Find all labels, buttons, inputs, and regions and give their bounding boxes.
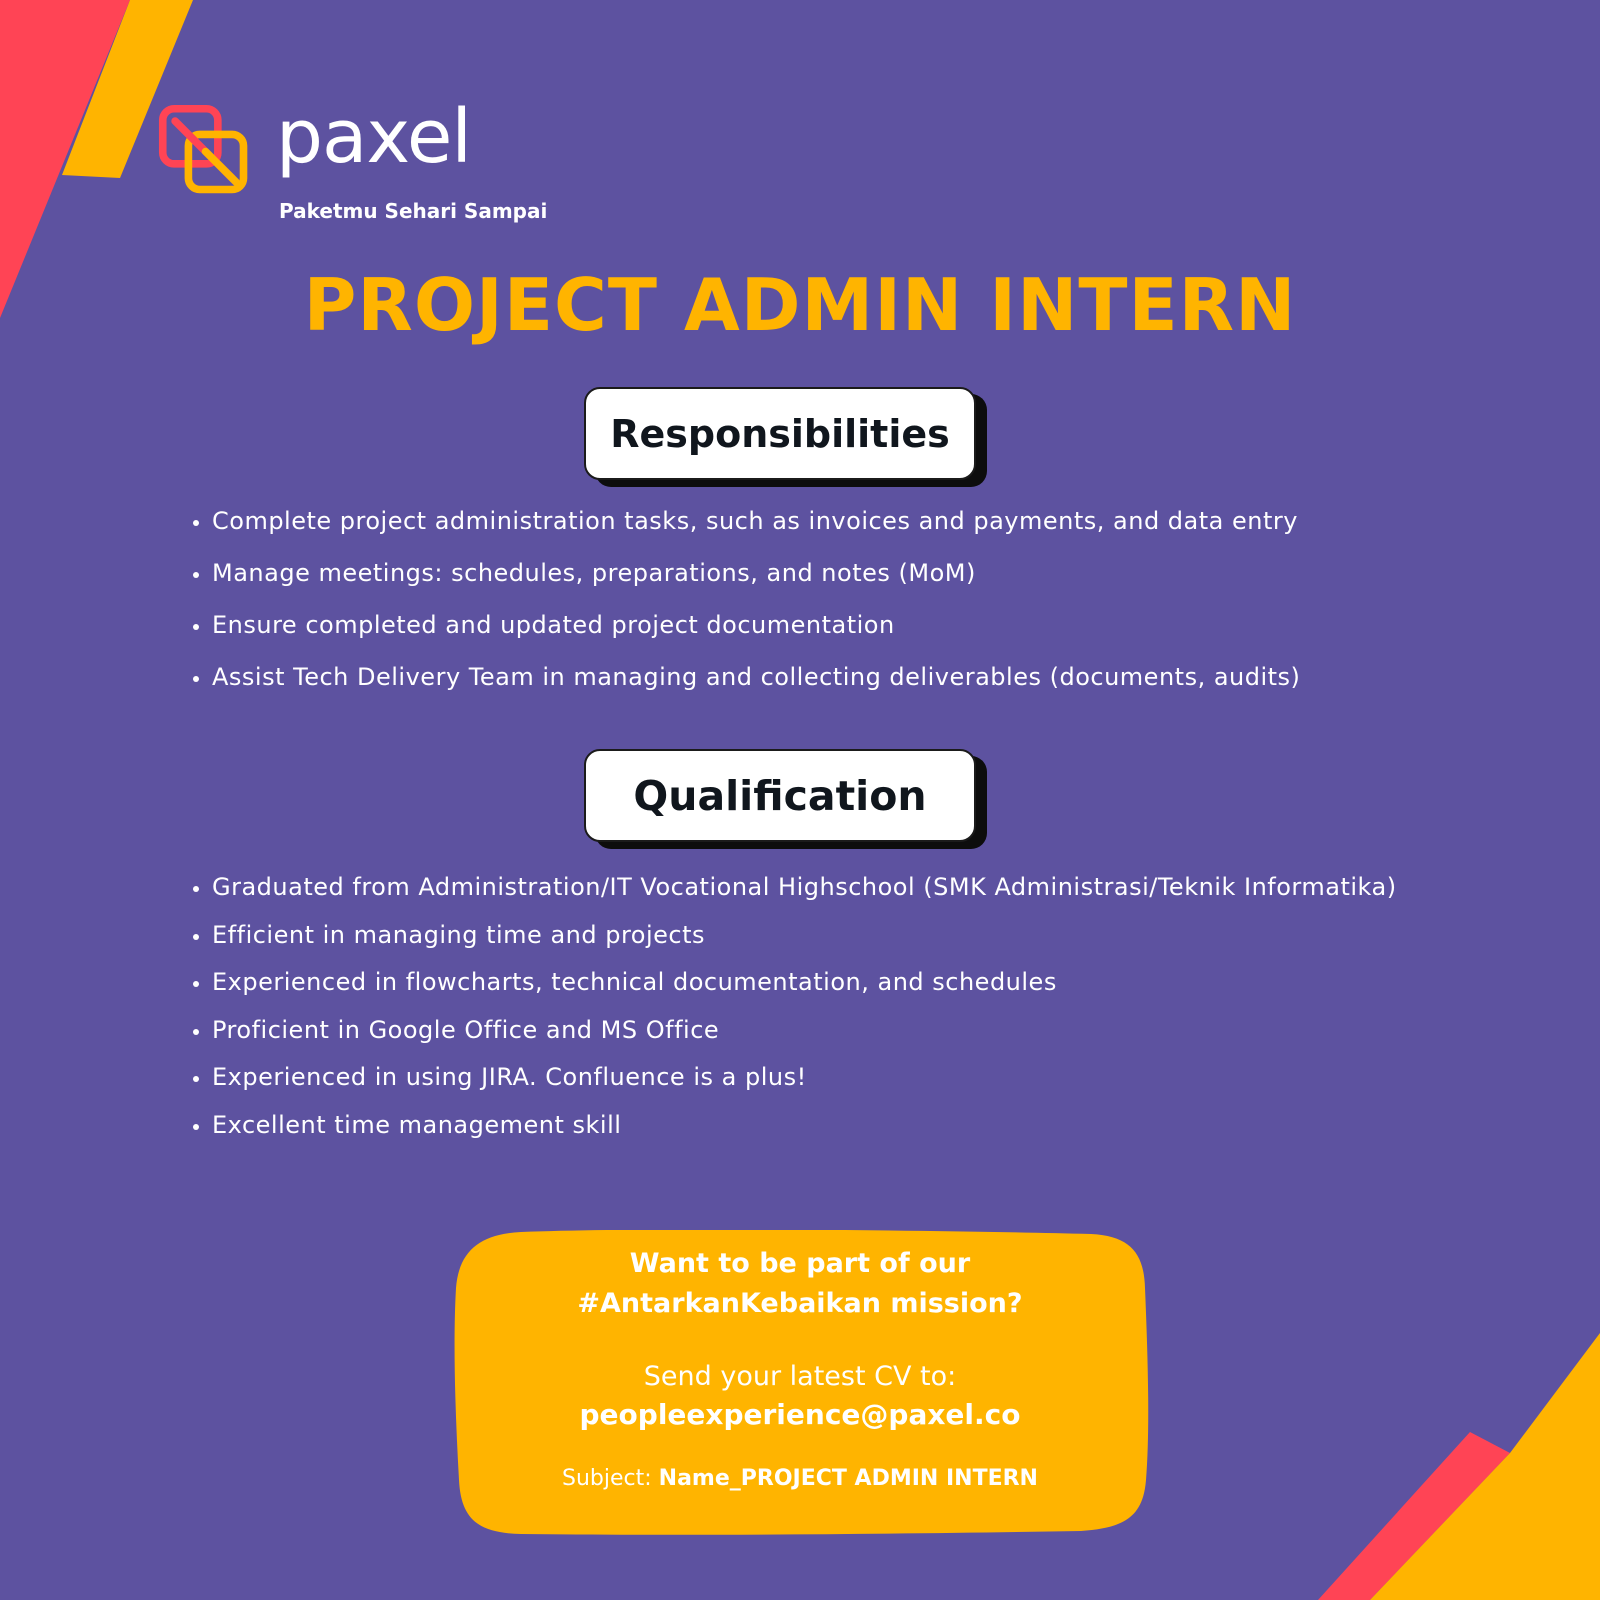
list-item: • Manage meetings: schedules, preparations, and notes (MoM)	[212, 552, 1442, 604]
cta-subject-label: Subject:	[562, 1466, 652, 1491]
list-item: • Experienced in flowcharts, technical documentation, and schedules	[212, 959, 1442, 1007]
cta-headline-1: Want to be part of our	[629, 1248, 971, 1279]
list-item: • Excellent time management skill	[212, 1102, 1442, 1150]
list-item: • Complete project administration tasks, such as invoices and payments, and data entry	[212, 500, 1442, 552]
list-item: • Experienced in using JIRA. Confluence is a plus!	[212, 1054, 1442, 1102]
responsibilities-heading: Responsibilities	[584, 387, 976, 480]
qualification-list	[184, 864, 1442, 1149]
page-title: PROJECT ADMIN INTERN	[303, 263, 1297, 347]
cta-email-link[interactable]: peopleexperience@paxel.co	[579, 1398, 1021, 1431]
list-item: • Efficient in managing time and projects	[212, 912, 1442, 960]
qualification-heading: Qualification	[584, 749, 976, 842]
cta-subject-value: Name_PROJECT ADMIN INTERN	[658, 1466, 1038, 1491]
list-item: • Proficient in Google Office and MS Office	[212, 1007, 1442, 1055]
cta-box	[451, 1244, 1149, 1494]
cta-subject	[451, 1464, 1149, 1494]
brand-tagline: Paketmu Sehari Sampai	[279, 199, 548, 223]
paxel-logo-icon	[158, 104, 253, 199]
brand-name: paxel	[276, 94, 471, 180]
cta-send-label: Send your latest CV to:	[643, 1361, 957, 1392]
cta-headline-2: #AntarkanKebaikan mission?	[577, 1288, 1023, 1319]
list-item: • Assist Tech Delivery Team in managing and collecting deliverables (documents, audits)	[212, 656, 1442, 708]
list-item: • Ensure completed and updated project documentation	[212, 604, 1442, 656]
list-item: • Graduated from Administration/IT Vocational Highschool (SMK Administrasi/Teknik Informatika)	[212, 864, 1442, 912]
responsibilities-list	[184, 500, 1442, 708]
